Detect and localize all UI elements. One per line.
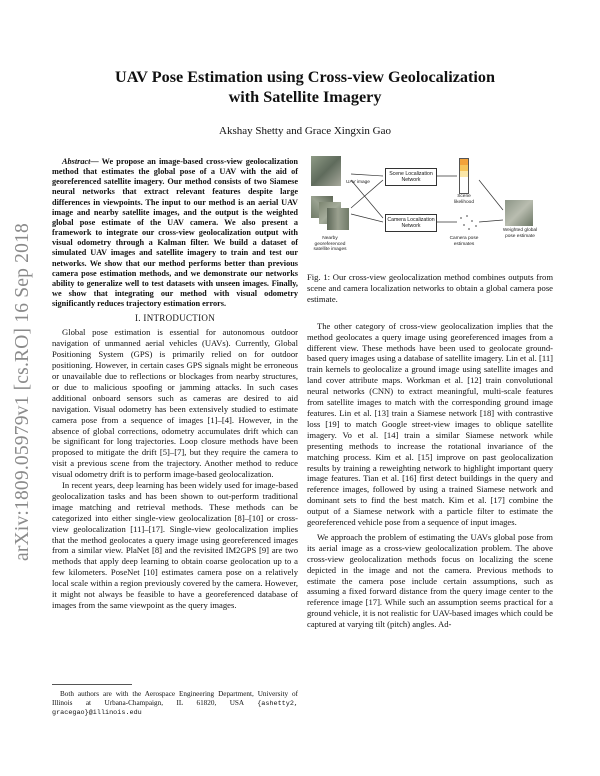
satellite-images-label: Nearby georeferenced satellite images [313, 236, 347, 253]
title-line-1: UAV Pose Estimation using Cross-view Geolocalization [115, 68, 495, 86]
camera-pose-label: Camera pose estimates [449, 236, 479, 247]
footnote-text: Both authors are with the Aerospace Engineering Department, University of Illinois at Urbana-Champaign, IL 61820, USA [52, 690, 298, 707]
arxiv-id: arXiv:1809.05979v1 [cs.RO] 16 Sep 2018 [12, 223, 33, 561]
section-heading-introduction: I. INTRODUCTION [135, 313, 215, 324]
figure-1 [307, 150, 553, 266]
title-line-2: with Satellite Imagery [228, 88, 382, 106]
uav-image-label: UAV image [346, 180, 370, 185]
figure-1-caption: Fig. 1: Our cross-view geolocalization method combines outputs from scene and camera localization networks to obtain a global camera pose estimate. [307, 272, 553, 304]
scene-likelihood-label: Scene likelihood [453, 194, 474, 205]
paper-title [60, 67, 550, 107]
intro-paragraph-1: Global pose estimation is essential for autonomous outdoor navigation of unmanned aerial vehicles (UAVs). Currently, Global Positioning System (GPS) is primarily relied on for outdoor positioning. However, in certain cases GPS signals might be erroneous or unavailable due to reflections or blockages from nearby structures, or due to malicious spoofing or jamming attacks. In such cases additional onboard sensors such as cameras are desired to aid navigation. Visual odometry has been extensively studied to estimate camera pose from a sequence of images [1]–[4]. However, in the absence of global corrections, odometry accumulates drift which can be significant for long trajectories. Loop closure methods have been proposed to mitigate the drift [5]–[7], but they require the camera to visit a previous scene from the trajectory. Another method to reduce visual odometry drift is to perform image-based geolocalization. [52, 327, 298, 480]
scene-likelihood-bars [459, 158, 469, 194]
footnote [52, 690, 298, 718]
right-column [307, 150, 553, 630]
right-paragraph-2: We approach the problem of estimating the UAVs global pose from its aerial image as a cross-view geolocalization problem. The above cross-view geolocalization methods focus on localizing the scene depicted in the image and not the camera. Previous methods to estimate the camera pose include certain assumptions, such as assuming a fixed forward distance from the query image center to the reference image [17]. While such an assumption seems practical for a ground vehicle, it is not realistic for UAV-based images which could be captured at varying tilt (pitch) angles. Ad- [307, 531, 553, 630]
weighted-pose-label: Weighted global pose estimate [502, 228, 538, 239]
left-column [52, 157, 298, 611]
paper-authors: Akshay Shetty and Grace Xingxin Gao [219, 125, 391, 137]
abstract [52, 157, 298, 309]
intro-paragraph-2: In recent years, deep learning has been widely used for image-based geolocalization tasks and has been shown to out-perform traditional image matching and retrieval methods. These methods can be categorized into either single-view geolocalization [8]–[10] or cross-view geolocalization [11]–[17]. Single-view geolocalization implies that the method geolocates a query image using georeferenced images from a similar view. PlaNet [8] and the revisited IM2GPS [9] are two methods that apply deep learning to obtain coarse geolocation up to a few kilometers. PoseNet [10] estimates camera pose on a relatively local scale within a region previously covered by the camera. However, it might not always be feasible to have a georeferenced database of images from the same viewpoint as the query images. [52, 480, 298, 610]
arxiv-side-stamp [8, 192, 38, 592]
footnote-rule [52, 684, 132, 685]
weighted-pose-thumbnail [505, 200, 533, 226]
abstract-body: — We propose an image-based cross-view geolocalization method that estimates the global pose of a UAV with the aid of georeferenced satellite imagery. Our method consists of two Siamese neural networks that extract relevant features despite large differences in viewpoints. The input to our method is an aerial UAV image and nearby satellite images, and the output is the weighted global pose estimate of the UAV camera. We also present a framework to integrate our cross-view geolocalization output with visual odometry through a Kalman filter. We build a dataset of simulated UAV images and satellite imagery to train and test our networks. We show that our method performs better than previous camera pose estimation methods, and we demonstrate our networks ability to generalize well to test datasets with unseen images. Finally, we show that integrating our method with visual odometry significantly reduces trajectory estimation errors. [52, 157, 298, 309]
abstract-lead: Abstract [62, 157, 91, 166]
footnote-emails: {ashetty2, gracegao}@illinois.edu [52, 699, 298, 718]
camera-localization-network-box: Camera Localization Network [385, 214, 437, 232]
scene-localization-network-box: Scene Localization Network [385, 168, 437, 186]
camera-pose-estimates [457, 212, 481, 234]
right-paragraph-1: The other category of cross-view geolocalization implies that the method geolocates a query image using georeferenced images from a different view. These methods have been used to geolocate ground-based query images using a database of satellite imagery. Lin et al. [11] train kernels to geolocalize a ground image using satellite images and land cover attribute maps. Workman et al. [12] train convolutional neural networks (CNN) to extract meaningful, multi-scale features from satellite images to match with the corresponding ground image features. Lin et al. [13] train a Siamese network [18] with contrastive loss [19] to match Google street-view images to oblique satellite imagery. Vo et al. [14] train a similar Siamese network while presenting methods to increase the rotational invariance of the matching process. Kim et al. [15] improve on past geolocalization results by training a reweighting network to highlight important query image features. Tian et al. [16] first detect buildings in the query and reference images, followed by using a trained Siamese network and dominant sets to find the best match. Kim et al. [17] combine the output of a Siamese network with a particle filter to estimate the georeferenced vehicle pose from a sequence of input images. [307, 320, 553, 528]
